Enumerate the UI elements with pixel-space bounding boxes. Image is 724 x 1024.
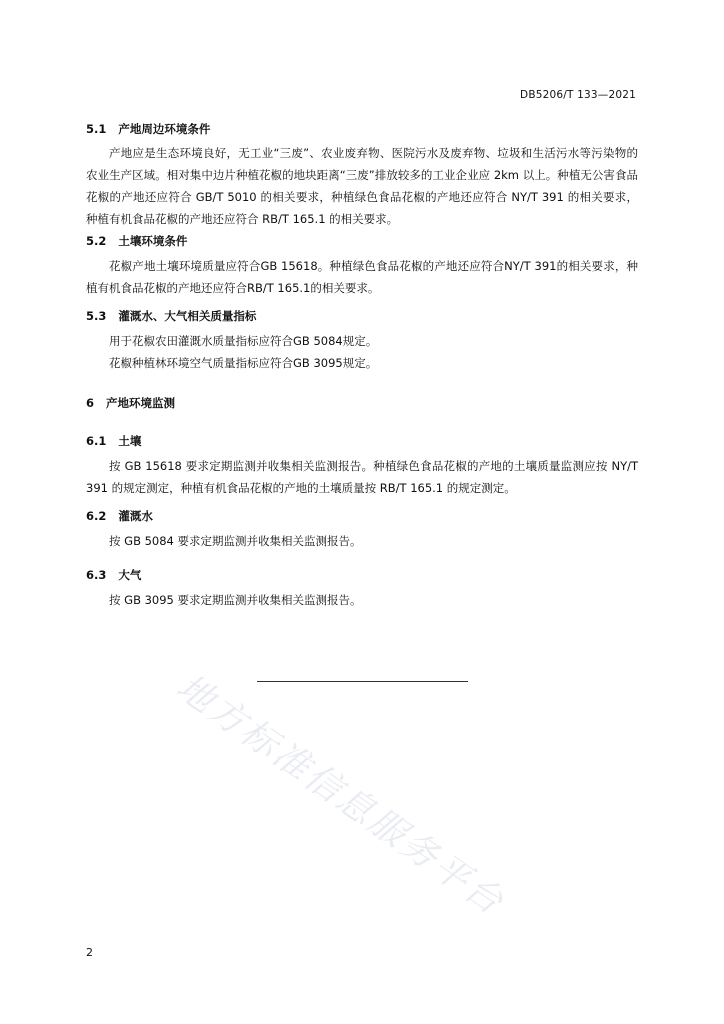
section-title: 大气 (118, 568, 142, 582)
section-6-1-paragraph: 按 GB 15618 要求定期监测并收集相关监测报告。种植绿色食品花椒的产地的土壤质量监测应按 NY/T 391 的规定测定，种植有机食品花椒的产地的土壤质量按 RB/T 165.1 的规定测定。 (86, 459, 638, 495)
watermark: 地方标准信息服务平台 (168, 666, 512, 924)
section-title: 灌溉水 (118, 509, 153, 523)
section-5-2-paragraph: 花椒产地土壤环境质量应符合GB 15618。种植绿色食品花椒的产地还应符合NY/T 391的相关要求，种植有机食品花椒的产地还应符合RB/T 165.1的相关要求。 (86, 259, 638, 295)
standard-code: DB5206/T 133—2021 (520, 89, 636, 101)
section-heading-5-2 (86, 233, 187, 249)
section-heading-6-1 (86, 433, 141, 449)
section-title: 产地周边环境条件 (118, 122, 211, 136)
section-heading-6-3 (86, 567, 141, 583)
section-heading-6-2 (86, 508, 153, 524)
section-number: 6.3 (86, 568, 107, 582)
section-title: 土壤环境条件 (118, 234, 188, 248)
section-5-3-line-1: 用于花椒农田灌溉水质量指标应符合GB 5084规定。 (109, 334, 378, 348)
section-6-3-paragraph: 按 GB 3095 要求定期监测并收集相关监测报告。 (109, 593, 362, 607)
section-5-1-paragraph: 产地应是生态环境良好，无工业“三废”、农业废弃物、医院污水及废弃物、垃圾和生活污水等污染物的农业生产区域。相对集中边片种植花椒的地块距离“三废”排放较多的工业企业应 2km 以上。种植无公害食品花椒的产地还应符合 GB/T 5010 的相关要求，种植绿色食品花椒的产地还应符合 NY/T 391 的相关要求，种植有机食品花椒的产地还应符合 RB/T 165.1 的相关要求。 (86, 146, 638, 226)
section-6-2-paragraph: 按 GB 5084 要求定期监测并收集相关监测报告。 (109, 534, 362, 548)
end-of-document-rule (257, 681, 468, 682)
section-5-3-line-2: 花椒种植林环境空气质量指标应符合GB 3095规定。 (109, 356, 378, 370)
section-title: 土壤 (118, 434, 142, 448)
section-title: 产地环境监测 (106, 396, 176, 410)
section-number: 6 (86, 396, 95, 410)
section-heading-5-3 (86, 308, 256, 324)
section-number: 5.1 (86, 122, 107, 136)
section-title: 灌溉水、大气相关质量指标 (118, 309, 257, 323)
section-heading-6 (86, 395, 175, 411)
section-heading-5-1 (86, 121, 210, 137)
section-number: 5.3 (86, 309, 107, 323)
section-number: 5.2 (86, 234, 107, 248)
section-number: 6.2 (86, 509, 107, 523)
section-number: 6.1 (86, 434, 107, 448)
page-number: 2 (86, 946, 93, 959)
